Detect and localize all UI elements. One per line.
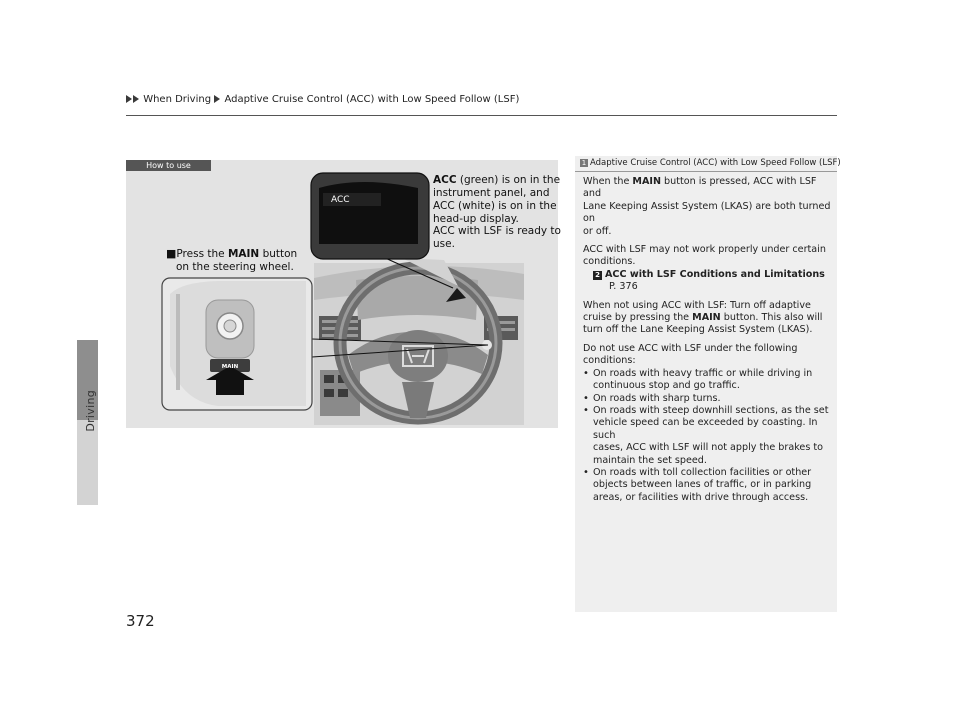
arrow-icon	[126, 95, 132, 103]
note-text: button is pressed, ACC with LSF and	[583, 176, 817, 200]
breadcrumb-item[interactable]: When Driving	[143, 94, 212, 105]
breadcrumb	[126, 94, 519, 105]
note-text: conditions.	[583, 256, 636, 268]
note-text: vehicle speed can be exceeded by coasting. In such	[593, 417, 818, 441]
section-label: Driving	[84, 390, 97, 432]
main-bold: MAIN	[227, 248, 260, 260]
note-text: Do not use ACC with LSF under the following	[583, 342, 798, 354]
note-paragraph	[583, 343, 831, 368]
list-item	[583, 393, 831, 405]
arrow-icon	[214, 95, 220, 103]
note-text: On roads with heavy traffic or while driving in	[593, 367, 813, 379]
breadcrumb-item[interactable]: Adaptive Cruise Control (ACC) with Low Speed Follow (LSF)	[224, 94, 520, 105]
note-paragraph	[583, 300, 831, 337]
callout-text: use.	[433, 238, 455, 250]
note-text: Lane Keeping Assist System (LKAS) are both turned on	[583, 200, 831, 225]
note-paragraph	[583, 176, 831, 238]
callout-text: ACC (white) is on in the	[433, 200, 557, 212]
acc-ready-callout	[433, 225, 561, 251]
note-text: On roads with steep downhill sections, as the set	[593, 404, 829, 416]
note-text: ACC with LSF may not work properly under certain	[583, 244, 826, 256]
section-tab-lower	[77, 420, 98, 505]
acc-indicator-callout	[433, 174, 560, 226]
square-bullet-icon: ■	[166, 247, 177, 260]
display-acc-text: ACC	[331, 195, 350, 205]
note-title-text: Adaptive Cruise Control (ACC) with Low Speed Follow (LSF)	[590, 158, 841, 168]
note-text: or off.	[583, 225, 612, 237]
list-item	[583, 368, 831, 393]
note-text: areas, or facilities with drive through access.	[593, 491, 809, 503]
note-text: button. This also will	[720, 312, 823, 324]
arrow-icon	[133, 95, 139, 103]
switch-closeup	[162, 278, 312, 410]
note-text: objects between lanes of traffic, or in parking	[593, 479, 812, 491]
note-text: maintain the set speed.	[593, 454, 707, 466]
main-bold: MAIN	[692, 312, 721, 324]
reference-page[interactable]: P. 376	[609, 281, 638, 293]
page-number: 372	[126, 612, 155, 630]
main-bold: MAIN	[632, 176, 661, 187]
note-text: cases, ACC with LSF will not apply the brakes to	[593, 442, 824, 454]
header-divider	[126, 115, 837, 116]
reference-arrow-icon: 2	[593, 271, 602, 280]
note-title	[580, 158, 841, 168]
how-to-use-tag: How to use	[126, 160, 211, 171]
press-main-callout	[166, 247, 297, 274]
note-text: On roads with toll collection facilities or other	[593, 466, 812, 478]
note-text: turn off the Lane Keeping Assist System (LKAS).	[583, 324, 813, 336]
note-text: continuous stop and go traffic.	[593, 380, 740, 392]
callout-text: on the steering wheel.	[176, 261, 294, 273]
acc-bold: ACC	[433, 174, 457, 186]
callout-text: Press the	[176, 248, 228, 260]
note-text: On roads with sharp turns.	[593, 392, 721, 404]
note-divider	[575, 171, 837, 172]
callout-text: (green) is on in the	[456, 174, 561, 186]
note-body	[583, 176, 831, 504]
callout-text: instrument panel, and	[433, 187, 550, 199]
note-icon: 1	[581, 159, 587, 167]
main-button-label: MAIN	[221, 364, 239, 370]
note-text: cruise by pressing the	[583, 312, 693, 324]
list-item	[583, 467, 831, 504]
reference-label: ACC with LSF Conditions and Limitations	[605, 268, 825, 280]
note-text: conditions:	[583, 355, 636, 367]
conditions-list	[583, 368, 831, 504]
note-paragraph	[583, 244, 831, 294]
callout-text: head-up display.	[433, 213, 519, 225]
list-item	[583, 405, 831, 467]
note-text: When the	[583, 176, 633, 187]
callout-text: ACC with LSF is ready to	[433, 225, 561, 237]
note-text: When not using ACC with LSF: Turn off adaptive	[583, 299, 811, 311]
callout-text: button	[259, 248, 298, 260]
cross-reference-link[interactable]	[583, 269, 825, 280]
